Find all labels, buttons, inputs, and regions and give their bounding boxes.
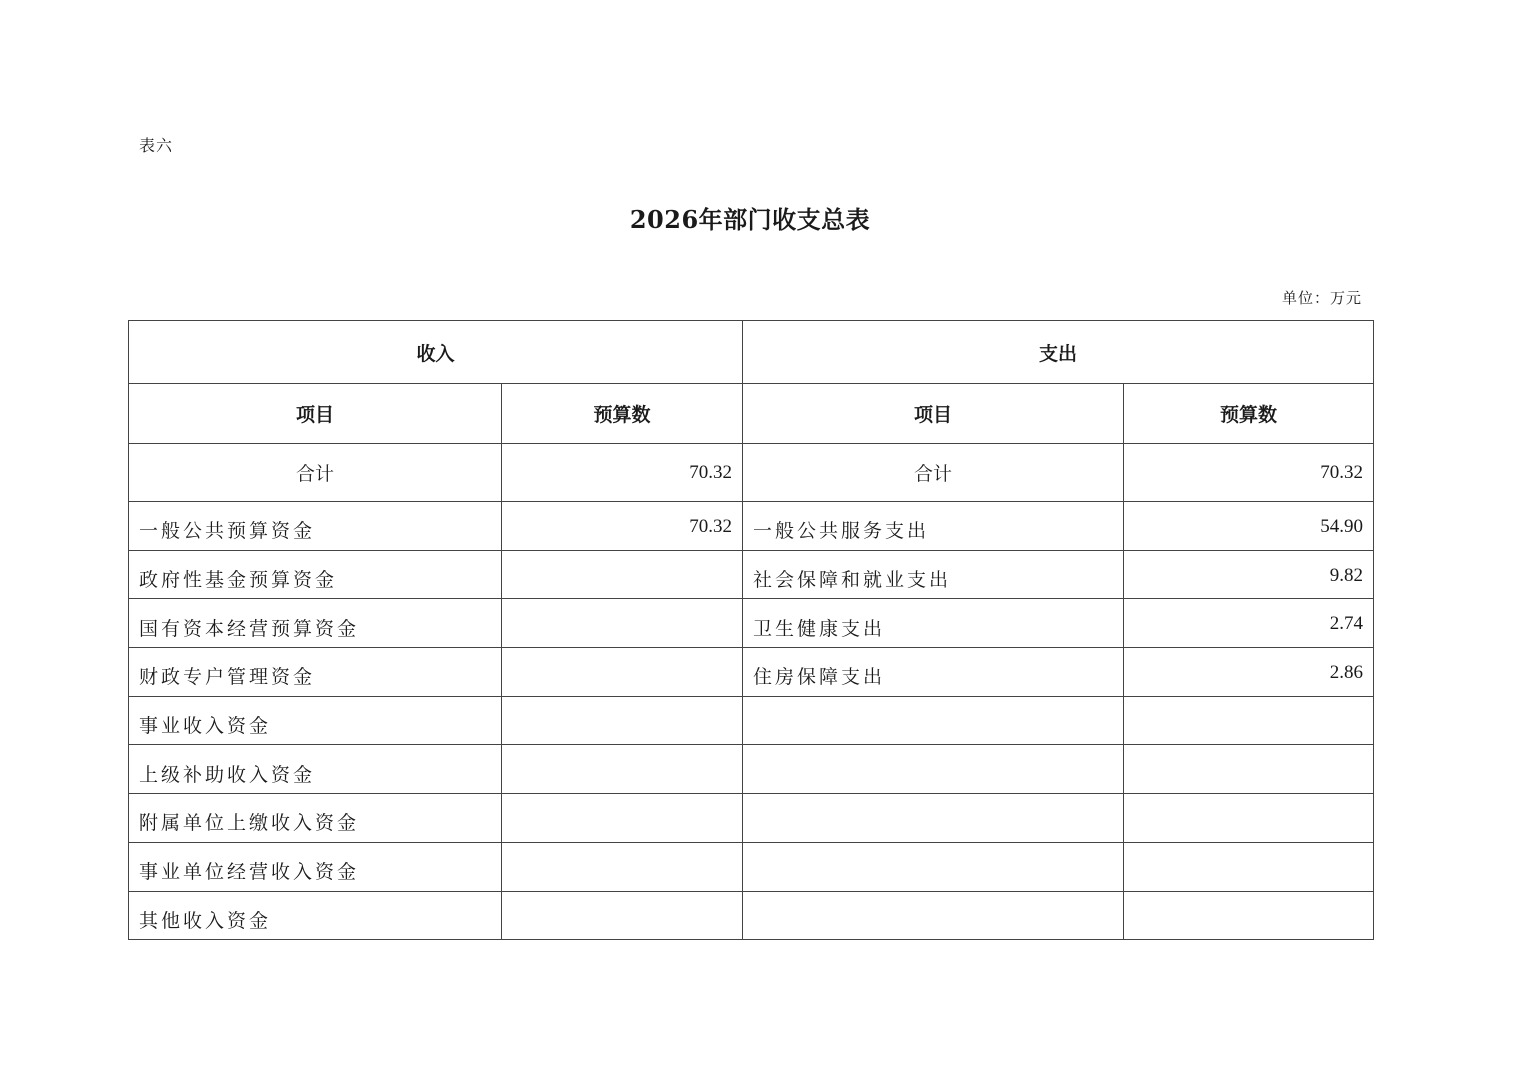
page-title: 2026年部门收支总表 xyxy=(629,205,871,234)
expense-header: 支出 xyxy=(743,321,1374,384)
table-row xyxy=(129,794,1374,843)
expense-item xyxy=(743,794,1124,843)
table-row xyxy=(129,648,1374,697)
expense-item: 一般公共服务支出 xyxy=(743,502,1124,551)
income-item: 政府性基金预算资金 xyxy=(129,550,502,599)
expense-value xyxy=(1124,745,1374,794)
income-item-column-header: 项目 xyxy=(129,384,502,444)
expense-item xyxy=(743,842,1124,891)
table-row xyxy=(129,745,1374,794)
income-budget-column-header: 预算数 xyxy=(502,384,743,444)
income-header: 收入 xyxy=(129,321,743,384)
expense-item xyxy=(743,745,1124,794)
income-item: 事业单位经营收入资金 xyxy=(129,842,502,891)
total-row xyxy=(129,444,1374,502)
income-item: 国有资本经营预算资金 xyxy=(129,599,502,648)
unit-note: 单位：万元 xyxy=(1281,289,1362,307)
income-item: 一般公共预算资金 xyxy=(129,502,502,551)
expense-item: 住房保障支出 xyxy=(743,648,1124,697)
table-row xyxy=(129,891,1374,940)
expense-item: 社会保障和就业支出 xyxy=(743,550,1124,599)
expense-value xyxy=(1124,794,1374,843)
expense-value xyxy=(1124,696,1374,745)
expense-item xyxy=(743,891,1124,940)
income-value xyxy=(502,696,743,745)
income-value xyxy=(502,842,743,891)
expense-item xyxy=(743,696,1124,745)
expense-value xyxy=(1124,842,1374,891)
budget-table-body xyxy=(129,321,1374,940)
income-total-label: 合计 xyxy=(129,444,502,502)
expense-budget-column-header: 预算数 xyxy=(1124,384,1374,444)
expense-value: 9.82 xyxy=(1124,550,1374,599)
income-item: 附属单位上缴收入资金 xyxy=(129,794,502,843)
income-value xyxy=(502,891,743,940)
section-header-row xyxy=(129,321,1374,384)
income-value xyxy=(502,648,743,697)
income-value xyxy=(502,599,743,648)
table-row xyxy=(129,599,1374,648)
income-item: 上级补助收入资金 xyxy=(129,745,502,794)
income-total-value: 70.32 xyxy=(502,444,743,502)
expense-value: 2.74 xyxy=(1124,599,1374,648)
budget-table xyxy=(128,320,1374,940)
expense-value xyxy=(1124,891,1374,940)
expense-value: 2.86 xyxy=(1124,648,1374,697)
table-row xyxy=(129,550,1374,599)
income-value xyxy=(502,794,743,843)
expense-total-value: 70.32 xyxy=(1124,444,1374,502)
income-value: 70.32 xyxy=(502,502,743,551)
income-item: 其他收入资金 xyxy=(129,891,502,940)
table-row xyxy=(129,696,1374,745)
expense-item-column-header: 项目 xyxy=(743,384,1124,444)
income-value xyxy=(502,550,743,599)
expense-item: 卫生健康支出 xyxy=(743,599,1124,648)
income-item: 事业收入资金 xyxy=(129,696,502,745)
expense-value: 54.90 xyxy=(1124,502,1374,551)
table-row xyxy=(129,502,1374,551)
income-item: 财政专户管理资金 xyxy=(129,648,502,697)
table-label: 表六 xyxy=(139,136,174,155)
expense-total-label: 合计 xyxy=(743,444,1124,502)
column-header-row xyxy=(129,384,1374,444)
table-row xyxy=(129,842,1374,891)
income-value xyxy=(502,745,743,794)
